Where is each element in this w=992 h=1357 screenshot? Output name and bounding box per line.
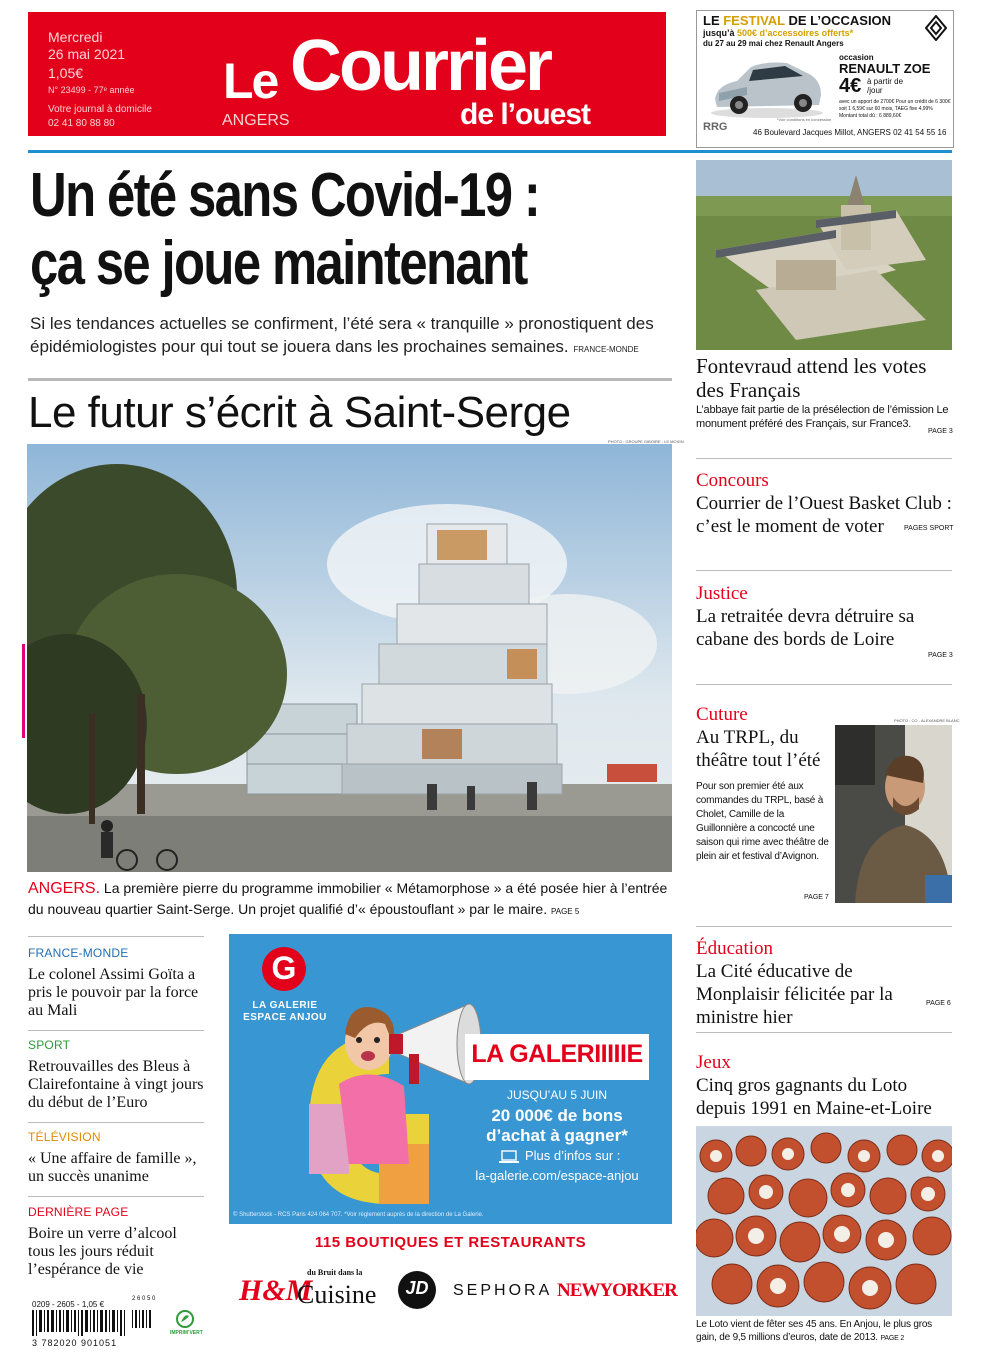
fontevraud-title[interactable]: Fontevraud attend les votes des Français (696, 354, 927, 402)
ad-conditions: *Voir conditions en concession (777, 117, 832, 122)
camille-portrait-image[interactable] (835, 725, 952, 903)
galerie-url[interactable]: la-galerie.com/espace-anjou (475, 1168, 639, 1183)
dealer-address: 46 Boulevard Jacques Millot, ANGERS 02 41 54 55 16 (753, 128, 947, 137)
right-item-culture[interactable] (696, 704, 830, 864)
brand-du-bruit: du Bruit dans la (307, 1268, 363, 1277)
left-item-1[interactable] (28, 946, 204, 1020)
logo-le: Le (223, 53, 278, 109)
ad-price: 4€ (839, 75, 862, 97)
pink-margin-mark (22, 644, 25, 738)
masthead-phone: 02 41 80 88 80 (48, 118, 115, 129)
education-title: La Cité éducative de Monplaisir félicitée par la ministre hier (696, 961, 893, 1028)
ad-offer-line: jusqu’à 500€ d’accessoires offerts* (703, 28, 854, 38)
feature-title[interactable]: Le futur s’écrit à Saint-Serge (28, 388, 571, 437)
brand-hm: H&M (239, 1274, 313, 1307)
concours-title: Courrier de l’Ouest Basket Club : c’est le moment de voter (696, 493, 952, 537)
left-item-3[interactable] (28, 1130, 204, 1186)
masthead-price: 1,05€ (48, 65, 84, 81)
left-item-4[interactable] (28, 1205, 204, 1279)
galerie-shops: 115 BOUTIQUES ET RESTAURANTS (314, 1234, 587, 1251)
justice-page: PAGE 3 (928, 652, 953, 659)
galerie-banner: LA GALERIIIIIE (471, 1040, 643, 1068)
jeux-kicker: Jeux (696, 1052, 731, 1073)
logo-delouest: de l’ouest (460, 98, 591, 131)
barcode-issue-digits: 2 6 0 5 0 (132, 1296, 156, 1302)
home-delivery: Votre journal à domicile (48, 104, 152, 115)
fontevraud-page: PAGE 3 (928, 428, 953, 435)
renault-ad[interactable] (696, 10, 954, 148)
fontevraud-abbey-image[interactable] (696, 160, 952, 350)
galerie-legal: © Shutterstock - RCS Paris 424 064 707. *Voir règlement auprès de la direction de La Galerie. (233, 1212, 484, 1218)
left-item-2-title: Retrouvailles des Bleus à Clairefontaine à vingt jours du début de l’Euro (28, 1058, 204, 1111)
barcode-code-top: 0209 - 2605 - 1,05 € (32, 1300, 105, 1309)
headline-line-1: Un été sans Covid-19 : (30, 161, 540, 230)
car-image (707, 51, 825, 121)
right-divider (696, 570, 952, 571)
concours-page: PAGES SPORT (904, 525, 954, 532)
masthead (28, 12, 666, 136)
ad-festival-line: LE FESTIVAL DE L’OCCASION (703, 13, 892, 28)
left-divider (28, 1030, 204, 1031)
education-kicker: Éducation (696, 938, 774, 959)
galerie-until: JUSQU’AU 5 JUIN (506, 1088, 607, 1102)
loto-balls-image[interactable] (696, 1126, 952, 1316)
headline-summary (30, 312, 680, 361)
left-divider (28, 1196, 204, 1197)
left-divider (28, 1122, 204, 1123)
galerie-info: Plus d’infos sur : (525, 1148, 621, 1163)
education-page: PAGE 6 (926, 1000, 951, 1007)
left-column-top-rule (28, 936, 204, 937)
brand-sephora: SEPHORA (453, 1282, 553, 1299)
left-item-4-title: Boire un verre d’alcool tous les jours réduit l’espérance de vie (28, 1225, 177, 1278)
masthead-day: Mercredi (48, 29, 103, 45)
right-item-education[interactable] (696, 938, 952, 1029)
headline-line-2: ça se joue maintenant (30, 229, 527, 298)
culture-photo-credit: PHOTO : CO - ALEXANDRE BLANC (894, 718, 960, 723)
concours-kicker: Concours (696, 470, 769, 491)
laptop-icon (499, 1150, 519, 1164)
brand-jd: JD (405, 1278, 429, 1298)
left-item-2-label: SPORT (28, 1038, 71, 1052)
brand-cuisine: Cuisine (297, 1280, 377, 1309)
jeux-text (696, 1318, 952, 1345)
jeux-text-body: Le Loto vient de fêter ses 45 ans. En Anjou, le plus gros gain, de 9,5 millions d’euros, date de 2013. (696, 1319, 932, 1343)
imprimvert-label: IMPRIM’VERT (170, 1330, 203, 1336)
right-divider (696, 1032, 952, 1033)
culture-page: PAGE 7 (804, 894, 829, 901)
galerie-prize-1: 20 000€ de bons (491, 1106, 623, 1125)
left-item-2[interactable] (28, 1038, 204, 1112)
imprimvert-leaf-icon (176, 1310, 194, 1328)
headline-sub-text: Si les tendances actuelles se confirment, l’été sera « tranquille » pronostiquent des épidémiologistes pour qui tout se jouera dans les prochaines semaines. (30, 314, 654, 356)
masthead-date: 26 mai 2021 (48, 46, 126, 62)
justice-kicker: Justice (696, 583, 748, 604)
saint-serge-building-image[interactable] (27, 444, 672, 872)
ad-fine-print: avec un apport de 2700€ Pour un crédit de 6 300€ soit 1 6,59€ sur 60 mois, TAEG fixe 4,99% Montant total dû : 6 889,60€ (839, 99, 951, 119)
brand-newyorker: NEWYORKER (557, 1280, 677, 1301)
gray-rule (28, 378, 672, 381)
galerie-brand: LA GALERIE (252, 1000, 318, 1011)
left-item-4-label: DERNIÈRE PAGE (28, 1205, 129, 1219)
galerie-ad[interactable] (229, 934, 672, 1224)
section-divider (28, 150, 952, 153)
dealer-logo: RRG (703, 121, 728, 133)
culture-kicker: Cuture (696, 704, 748, 725)
galerie-brand-2: ESPACE ANJOU (243, 1012, 327, 1023)
ad-price-unit: à partir de /jour (867, 77, 904, 95)
culture-title: Au TRPL, du théâtre tout l’été (696, 727, 821, 771)
caption-city: ANGERS. (28, 880, 101, 897)
masthead-issue: N° 23499 - 77ᵉ année (48, 85, 135, 95)
right-divider (696, 684, 952, 685)
justice-title: La retraitée devra détruire sa cabane des bords de Loire (696, 606, 915, 650)
caption-page: PAGE 5 (551, 907, 580, 916)
right-divider (696, 458, 952, 459)
galerie-prize-2: d’achat à gagner* (486, 1126, 628, 1145)
left-item-1-title: Le colonel Assimi Goïta a pris le pouvoir par la force au Mali (28, 966, 199, 1019)
feature-photo-credit: PHOTO : GROUPE GIBOIRE - LE MOIGN (608, 439, 684, 444)
barcode-code-bottom: 3 782020 901051 (32, 1338, 118, 1348)
right-item-justice[interactable] (696, 583, 952, 651)
left-item-1-label: FRANCE-MONDE (28, 946, 129, 960)
culture-text: Pour son premier été aux commandes du TRPL, basé à Cholet, Camille de la Guillonnière a concocté une saison qui rime avec théâtre de plein air et festival d’Avignon. (696, 781, 829, 862)
ad-dates: du 27 au 29 mai chez Renault Angers (703, 39, 844, 48)
right-item-jeux[interactable] (696, 1052, 952, 1120)
left-item-3-title: « Une affaire de famille », un succès unanime (28, 1150, 197, 1185)
caption-text: La première pierre du programme immobilier « Métamorphose » a été posée hier à l’entrée du nouveau quartier Saint-Serge. Un projet qualifié d’« époustouflant » par le maire. (28, 880, 668, 917)
galerie-logo-letter: G (271, 950, 297, 986)
ad-model: RENAULT ZOE (839, 61, 931, 76)
left-item-3-label: TÉLÉVISION (28, 1130, 101, 1144)
barcode-image (32, 1310, 162, 1336)
masthead-city: ANGERS (222, 112, 290, 129)
headline-source: FRANCE-MONDE (573, 345, 639, 354)
right-divider (696, 926, 952, 927)
ad-occasion: occasion (839, 53, 874, 62)
jeux-title: Cinq gros gagnants du Loto depuis 1991 en Maine-et-Loire (696, 1075, 932, 1119)
jeux-page: PAGE 2 (880, 1335, 905, 1342)
main-headline[interactable] (30, 162, 563, 298)
fontevraud-text: L’abbaye fait partie de la présélection de l’émission Le monument préféré des Français, sur France3. (696, 404, 949, 430)
feature-caption (28, 878, 678, 922)
renault-logo-icon (925, 15, 947, 41)
logo-courrier: Courrier (290, 26, 551, 106)
galerie-ad-brands (229, 1224, 677, 1338)
